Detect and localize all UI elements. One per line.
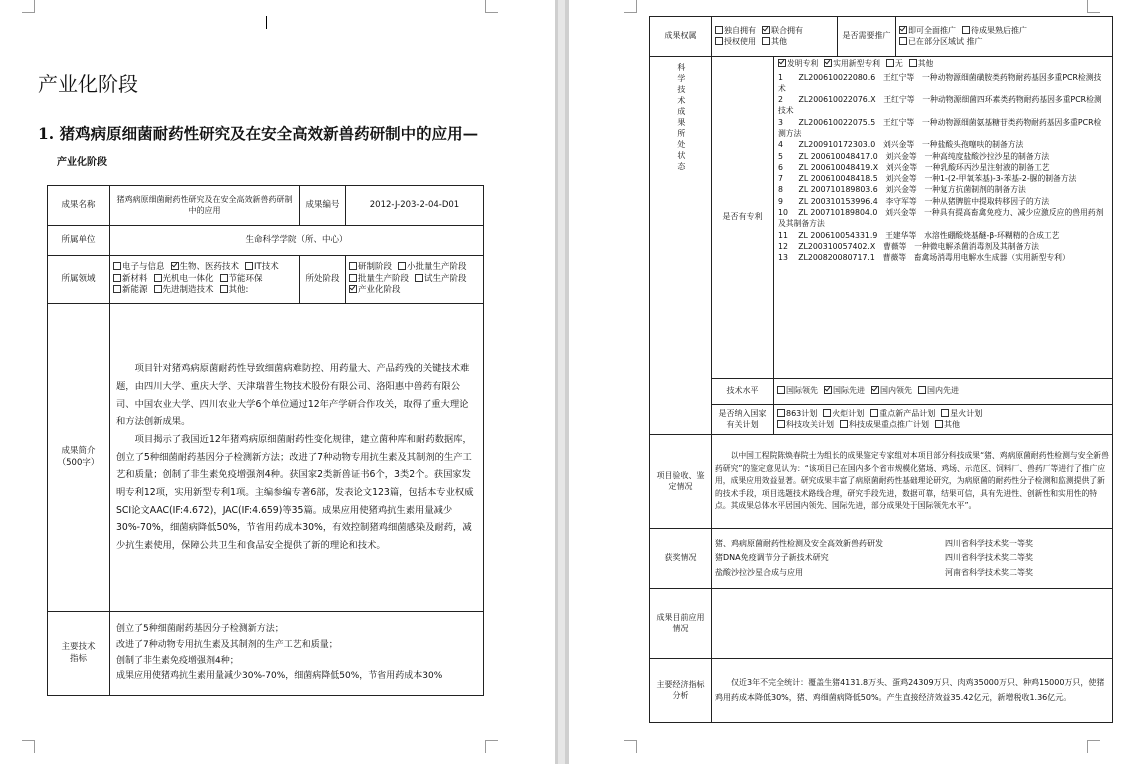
plan-options — [774, 405, 1113, 435]
field-option[interactable] — [113, 285, 148, 296]
stage-option[interactable] — [349, 285, 401, 296]
checkbox-icon[interactable] — [962, 26, 970, 34]
checkbox-icon[interactable] — [777, 386, 785, 394]
ownership-option[interactable] — [715, 37, 756, 48]
checkbox-checked-icon[interactable] — [349, 285, 357, 293]
award-row — [715, 551, 1109, 565]
value-number: 2012-J-203-2-04-D01 — [346, 186, 484, 226]
checkbox-icon[interactable] — [870, 409, 878, 417]
checkbox-icon[interactable] — [715, 26, 723, 34]
field-option-label: 光机电一体化 — [162, 273, 214, 284]
stage-option[interactable] — [349, 274, 409, 285]
plan-option-label: 科技攻关计划 — [786, 419, 834, 429]
tech-level-option[interactable] — [777, 386, 818, 397]
stage-option-label: 小批量生产阶段 — [407, 262, 467, 273]
stage-options — [346, 256, 484, 304]
plan-option[interactable] — [935, 420, 960, 431]
text-cursor — [266, 16, 267, 29]
crop-mark — [485, 0, 498, 13]
field-option-label: 新能源 — [122, 285, 148, 296]
promote-option[interactable] — [899, 37, 983, 48]
checkbox-icon[interactable] — [899, 37, 907, 45]
label-plan: 是否纳入国家有关计划 — [712, 405, 774, 435]
crop-mark — [22, 0, 35, 13]
patent-type-option-label: 实用新型专利 — [833, 59, 880, 68]
plan-option-label: 863计划 — [786, 408, 818, 418]
checkbox-icon[interactable] — [220, 285, 228, 293]
stage-option[interactable] — [415, 274, 467, 285]
patent-list — [778, 72, 1108, 264]
checkbox-icon[interactable] — [113, 285, 121, 293]
patent-entry: 6 ZL 200610048419.X 刘兴金等 一种乳酸环丙沙星注射液的制备工艺 — [778, 162, 1050, 172]
checkbox-icon[interactable] — [415, 274, 423, 282]
appraisal-text: 以中国工程院陈焕春院士为组长的成果鉴定专家组对本项目部分科技成果“猪、鸡病原菌耐药性检测与安全新兽药研究”的鉴定意见认为：“该项目已在国内多个省市规模化猪场、鸡场、示范区、饲料厂、兽药厂等进行了推广应用，成果应用效益显著。研究成果丰富了病原菌耐药性基础理论研究，为病原菌的耐药性分子检测和监测提供了新的技术手段，项目选题技术路线合理，研究手段先进，数据可靠，结果可信，具有先进性、创新性和实用性的特点。其成果总体水平居国内领先、国际先进，部分成果处于国际领先水平”。 — [712, 435, 1113, 529]
ownership-option-label: 其他 — [771, 36, 787, 46]
tech-level-option[interactable] — [871, 386, 912, 397]
promote-option[interactable] — [962, 26, 1027, 37]
checkbox-icon[interactable] — [113, 262, 121, 270]
patent-type-option-label: 无 — [894, 59, 903, 68]
document-page-1 — [0, 0, 555, 764]
award-level: 四川省科学技术奖二等奖 — [945, 553, 1033, 563]
section-subtitle: 产业化阶段 — [57, 157, 107, 168]
promote-option[interactable] — [899, 26, 956, 37]
patent-type-option-label: 发明专利 — [787, 59, 819, 68]
label-stage: 所处阶段 — [300, 256, 346, 304]
checkbox-checked-icon[interactable] — [871, 386, 879, 394]
patent-entry: 11 ZL 200610054331.9 王建华等 水溶性硼酸烧基醚-β-环糊精的合成工艺 — [778, 230, 1060, 240]
field-option-label: 新材料 — [122, 273, 148, 284]
crop-mark — [1087, 0, 1100, 13]
label-economic: 主要经济指标分析 — [650, 659, 712, 723]
patent-entry: 2 ZL200610022076.X 王红宁等 一种动物源细菌四环素类药物耐药基因多重PCR检测技术 — [778, 95, 1102, 116]
checkbox-icon[interactable] — [941, 409, 949, 417]
label-tech: 主要技术 指标 — [48, 612, 110, 696]
award-level: 河南省科学技术奖二等奖 — [945, 567, 1033, 577]
label-number: 成果编号 — [300, 186, 346, 226]
patent-type-option-label: 其他 — [917, 59, 934, 68]
patent-type-option[interactable] — [886, 59, 903, 70]
field-option-label: 生物、医药技术 — [179, 262, 240, 273]
stage-option-label: 产业化阶段 — [358, 285, 401, 296]
patent-entry: 1 ZL200610022080.6 王红宁等 一种动物源细菌磺胺类药物耐药基因多重PCR检测技术 — [778, 72, 1102, 93]
checkbox-checked-icon[interactable] — [171, 262, 179, 270]
checkbox-icon[interactable] — [113, 274, 121, 282]
ownership-option-label: 授权使用 — [724, 36, 756, 46]
patent-type-option[interactable] — [909, 59, 934, 70]
tech-level-option-label: 国际先进 — [833, 386, 865, 396]
label-tech-level: 技术水平 — [712, 379, 774, 405]
field-option[interactable] — [154, 285, 214, 296]
label-application: 成果目前应用情况 — [650, 589, 712, 659]
promote-option-label: 待成果熟后推广 — [971, 25, 1027, 35]
field-option[interactable] — [113, 274, 148, 285]
achievement-table — [47, 185, 484, 696]
field-option-label: IT技术 — [254, 262, 279, 273]
plan-option[interactable] — [777, 409, 817, 420]
label-promote: 是否需要推广 — [838, 17, 896, 57]
award-row — [715, 566, 1109, 580]
patent-type-option[interactable] — [824, 59, 880, 70]
checkbox-icon[interactable] — [840, 420, 848, 428]
intro-paragraph: 项目针对猪鸡病原菌耐药性导致细菌病难防控、用药量大、产品药残的关键技术难题，由四川大学、重庆大学、天津瑞普生物技术股份有限公司、洛阳惠中兽药有限公司、中国农业大学、四川农业大学6个单位通过12年产学研合作攻关，取得了重大理论和方法创新成果。 — [116, 363, 470, 428]
award-name: 猪、鸡病原菌耐药性检测及安全高效新兽药研发 — [715, 538, 883, 548]
patent-entry: 5 ZL 200610048417.0 刘兴金等 一种高纯度盐酸沙拉沙星的制备方法 — [778, 151, 1050, 161]
field-option-label: 其他: — [228, 285, 249, 296]
crop-mark — [485, 740, 498, 753]
checkbox-icon[interactable] — [918, 386, 926, 394]
promote-option-label: 即可全面推广 — [908, 25, 956, 35]
tech-level-option-label: 国际领先 — [786, 386, 818, 396]
patent-cell — [774, 57, 1113, 379]
patent-entry: 13 ZL200820080717.1 曹薇等 畜禽场消毒用电解水生成器（实用新型专利） — [778, 253, 1070, 263]
achievement-table-continued — [649, 16, 1113, 723]
gutter-bar — [558, 0, 565, 764]
checkbox-icon[interactable] — [909, 59, 917, 67]
plan-option-label: 火炬计划 — [832, 408, 865, 418]
tech-level-option-label: 国内领先 — [880, 386, 912, 396]
economic-text: 仅近3年不完全统计：覆盖生猪4131.8万头、蛋鸡24309万只、肉鸡35000万只、种鸡15000万只，使猪鸡用药成本降低30%，猪、鸡细菌病降低50%。产生直接经济效益35.42亿元，新增税收1.36亿元。 — [712, 659, 1113, 723]
label-appraisal: 项目验收、鉴定情况 — [650, 435, 712, 529]
tech-level-options — [774, 379, 1113, 405]
crop-mark — [624, 740, 637, 753]
checkbox-icon[interactable] — [715, 37, 723, 45]
checkbox-checked-icon[interactable] — [762, 26, 770, 34]
tech-line: 成果应用使猪鸡抗生素用量减少30%-70%，细菌病降低50%，节省用药成本30% — [116, 671, 443, 682]
patent-entry: 4 ZL200910172303.0 刘兴金等 一种盐酸头孢噻呋的制备方法 — [778, 140, 1024, 150]
award-row — [715, 537, 1109, 551]
ownership-option[interactable] — [715, 26, 756, 37]
plan-option-label: 重点新产品计划 — [879, 408, 936, 418]
checkbox-icon[interactable] — [349, 274, 357, 282]
checkbox-icon[interactable] — [886, 59, 894, 67]
field-option[interactable] — [154, 274, 214, 285]
checkbox-icon[interactable] — [762, 37, 770, 45]
ownership-option[interactable] — [762, 37, 787, 48]
patent-entry: 12 ZL200310057402.X 曹薇等 一种微电解杀菌消毒剂及其制备方法 — [778, 241, 1039, 251]
patent-entry: 3 ZL200610022075.5 王红宁等 一种动物源细菌氨基糖苷类药物耐药基因多重PCR检测方法 — [778, 117, 1102, 138]
tech-line: 改进了7种动物专用抗生素及其制剂的生产工艺和质量； — [116, 639, 338, 650]
checkbox-icon[interactable] — [823, 409, 831, 417]
field-option[interactable] — [220, 285, 249, 296]
checkbox-icon[interactable] — [777, 409, 785, 417]
checkbox-icon[interactable] — [220, 274, 228, 282]
plan-option[interactable] — [823, 409, 864, 420]
ownership-option-label: 联合拥有 — [771, 25, 803, 35]
label-sci-status — [650, 57, 712, 435]
checkbox-icon[interactable] — [154, 274, 162, 282]
field-option-label: 节能环保 — [228, 273, 263, 284]
label-name: 成果名称 — [48, 186, 110, 226]
plan-option[interactable] — [840, 420, 929, 431]
label-intro: 成果简介 （500字） — [48, 304, 110, 612]
checkbox-checked-icon[interactable] — [824, 386, 832, 394]
patent-entry: 8 ZL 200710189803.6 刘兴金等 一种复方抗菌制剂的制备方法 — [778, 185, 1026, 195]
checkbox-icon[interactable] — [245, 262, 253, 270]
tech-level-option[interactable] — [824, 386, 865, 397]
award-level: 四川省科学技术奖一等奖 — [945, 538, 1033, 548]
label-patent: 是否有专利 — [712, 57, 774, 379]
field-option[interactable] — [113, 262, 165, 273]
plan-option-label: 其他 — [944, 419, 960, 429]
value-unit: 生命科学学院（所、中心） — [110, 226, 484, 256]
award-name: 猪DNA免疫调节分子新技术研究 — [715, 553, 829, 563]
stage-option-label: 试生产阶段 — [424, 273, 467, 284]
stage-option-label: 批量生产阶段 — [358, 273, 410, 284]
checkbox-icon[interactable] — [398, 262, 406, 270]
page-gutter — [555, 0, 569, 764]
value-name: 猪鸡病原细菌耐药性研究及在安全高效新兽药研制中的应用 — [110, 186, 300, 226]
checkbox-checked-icon[interactable] — [824, 59, 832, 67]
patent-entry: 10 ZL 200710189804.0 刘兴金等 一种具有提高畜禽免疫力、减少应激反应的兽用药剂及其制备方法 — [778, 208, 1104, 229]
field-option-label: 先进制造技术 — [162, 285, 214, 296]
checkbox-icon[interactable] — [349, 262, 357, 270]
award-name: 盐酸沙拉沙星合成与应用 — [715, 567, 803, 577]
intro-cell — [110, 304, 484, 612]
tech-level-option[interactable] — [918, 386, 959, 397]
tech-cell — [110, 612, 484, 696]
label-field: 所属领域 — [48, 256, 110, 304]
label-ownership: 成果权属 — [650, 17, 712, 57]
patent-entry: 9 ZL 200310153996.4 李守军等 一种从猪脾脏中提取转移因子的方法 — [778, 196, 1050, 206]
ownership-option[interactable] — [762, 26, 803, 37]
field-option[interactable] — [245, 262, 279, 273]
ownership-option-label: 独自拥有 — [724, 25, 756, 35]
stage-option[interactable] — [349, 262, 392, 273]
crop-mark — [22, 740, 35, 753]
stage-option-label: 研制阶段 — [358, 262, 393, 273]
field-options — [110, 256, 300, 304]
awards-cell — [712, 529, 1113, 589]
checkbox-icon[interactable] — [935, 420, 943, 428]
plan-option-label: 星火计划 — [950, 408, 983, 418]
checkbox-icon[interactable] — [777, 420, 785, 428]
checkbox-checked-icon[interactable] — [778, 59, 786, 67]
intro-paragraph: 项目揭示了我国近12年猪鸡病原细菌耐药性变化规律，建立菌种库和耐药数据库，创立了5种细菌耐药基因分子检测新方法；改进了7种动物专用抗生素及其制剂的生产工艺和质量；创制了非生素免疫增强剂4种。获国家2类新兽证书6个，3类2个。获国家发明专利12项，实用新型专利1项。主编参编专著6部，发表论文123篇，包括本专业权威SCI论文AAC(IF:4.672)，JAC(IF:4.659)等35篇。成果应用使猪鸡抗生素用量减少30%-70%，细菌病降低50%，节省用药成本30%，有效控制猪鸡细菌感染及耐药，减少抗生素使用，保障公共卫生和食品安全提供了新的理论和技术。 — [116, 434, 474, 551]
tech-line: 创立了5种细菌耐药基因分子检测新方法； — [116, 624, 284, 634]
tech-line: 创制了非生素免疫增强剂4种； — [116, 655, 239, 666]
checkbox-checked-icon[interactable] — [899, 26, 907, 34]
application-text — [712, 589, 1113, 659]
plan-option[interactable] — [870, 409, 935, 420]
checkbox-icon[interactable] — [154, 285, 162, 293]
plan-option[interactable] — [777, 420, 834, 431]
patent-type-options — [778, 59, 1108, 70]
plan-option-label: 科技成果重点推广计划 — [849, 419, 929, 429]
promote-option-label: 已在部分区域试 推广 — [908, 36, 983, 46]
sci-status-text: 科学技术成果所处状态 — [676, 63, 686, 173]
label-unit: 所属单位 — [48, 226, 110, 256]
page-heading: 产业化阶段 — [38, 72, 138, 96]
patent-type-option[interactable] — [778, 59, 818, 70]
field-option[interactable] — [171, 262, 240, 273]
crop-mark — [1087, 740, 1100, 753]
plan-option[interactable] — [941, 409, 982, 420]
patent-entry: 7 ZL 200610048418.5 刘兴金等 一种1-(2-甲氧苯基)-3-苯基-2-脲的制备方法 — [778, 174, 1077, 184]
section-title: 1. 猪鸡病原细菌耐药性研究及在安全高效新兽药研制中的应用— — [38, 124, 479, 143]
field-option[interactable] — [220, 274, 263, 285]
promote-options — [896, 17, 1113, 57]
field-option-label: 电子与信息 — [122, 262, 165, 273]
tech-level-option-label: 国内先进 — [927, 386, 959, 396]
document-page-2 — [569, 0, 1132, 764]
crop-mark — [624, 0, 637, 13]
stage-option[interactable] — [398, 262, 467, 273]
ownership-options — [712, 17, 838, 57]
label-awards: 获奖情况 — [650, 529, 712, 589]
